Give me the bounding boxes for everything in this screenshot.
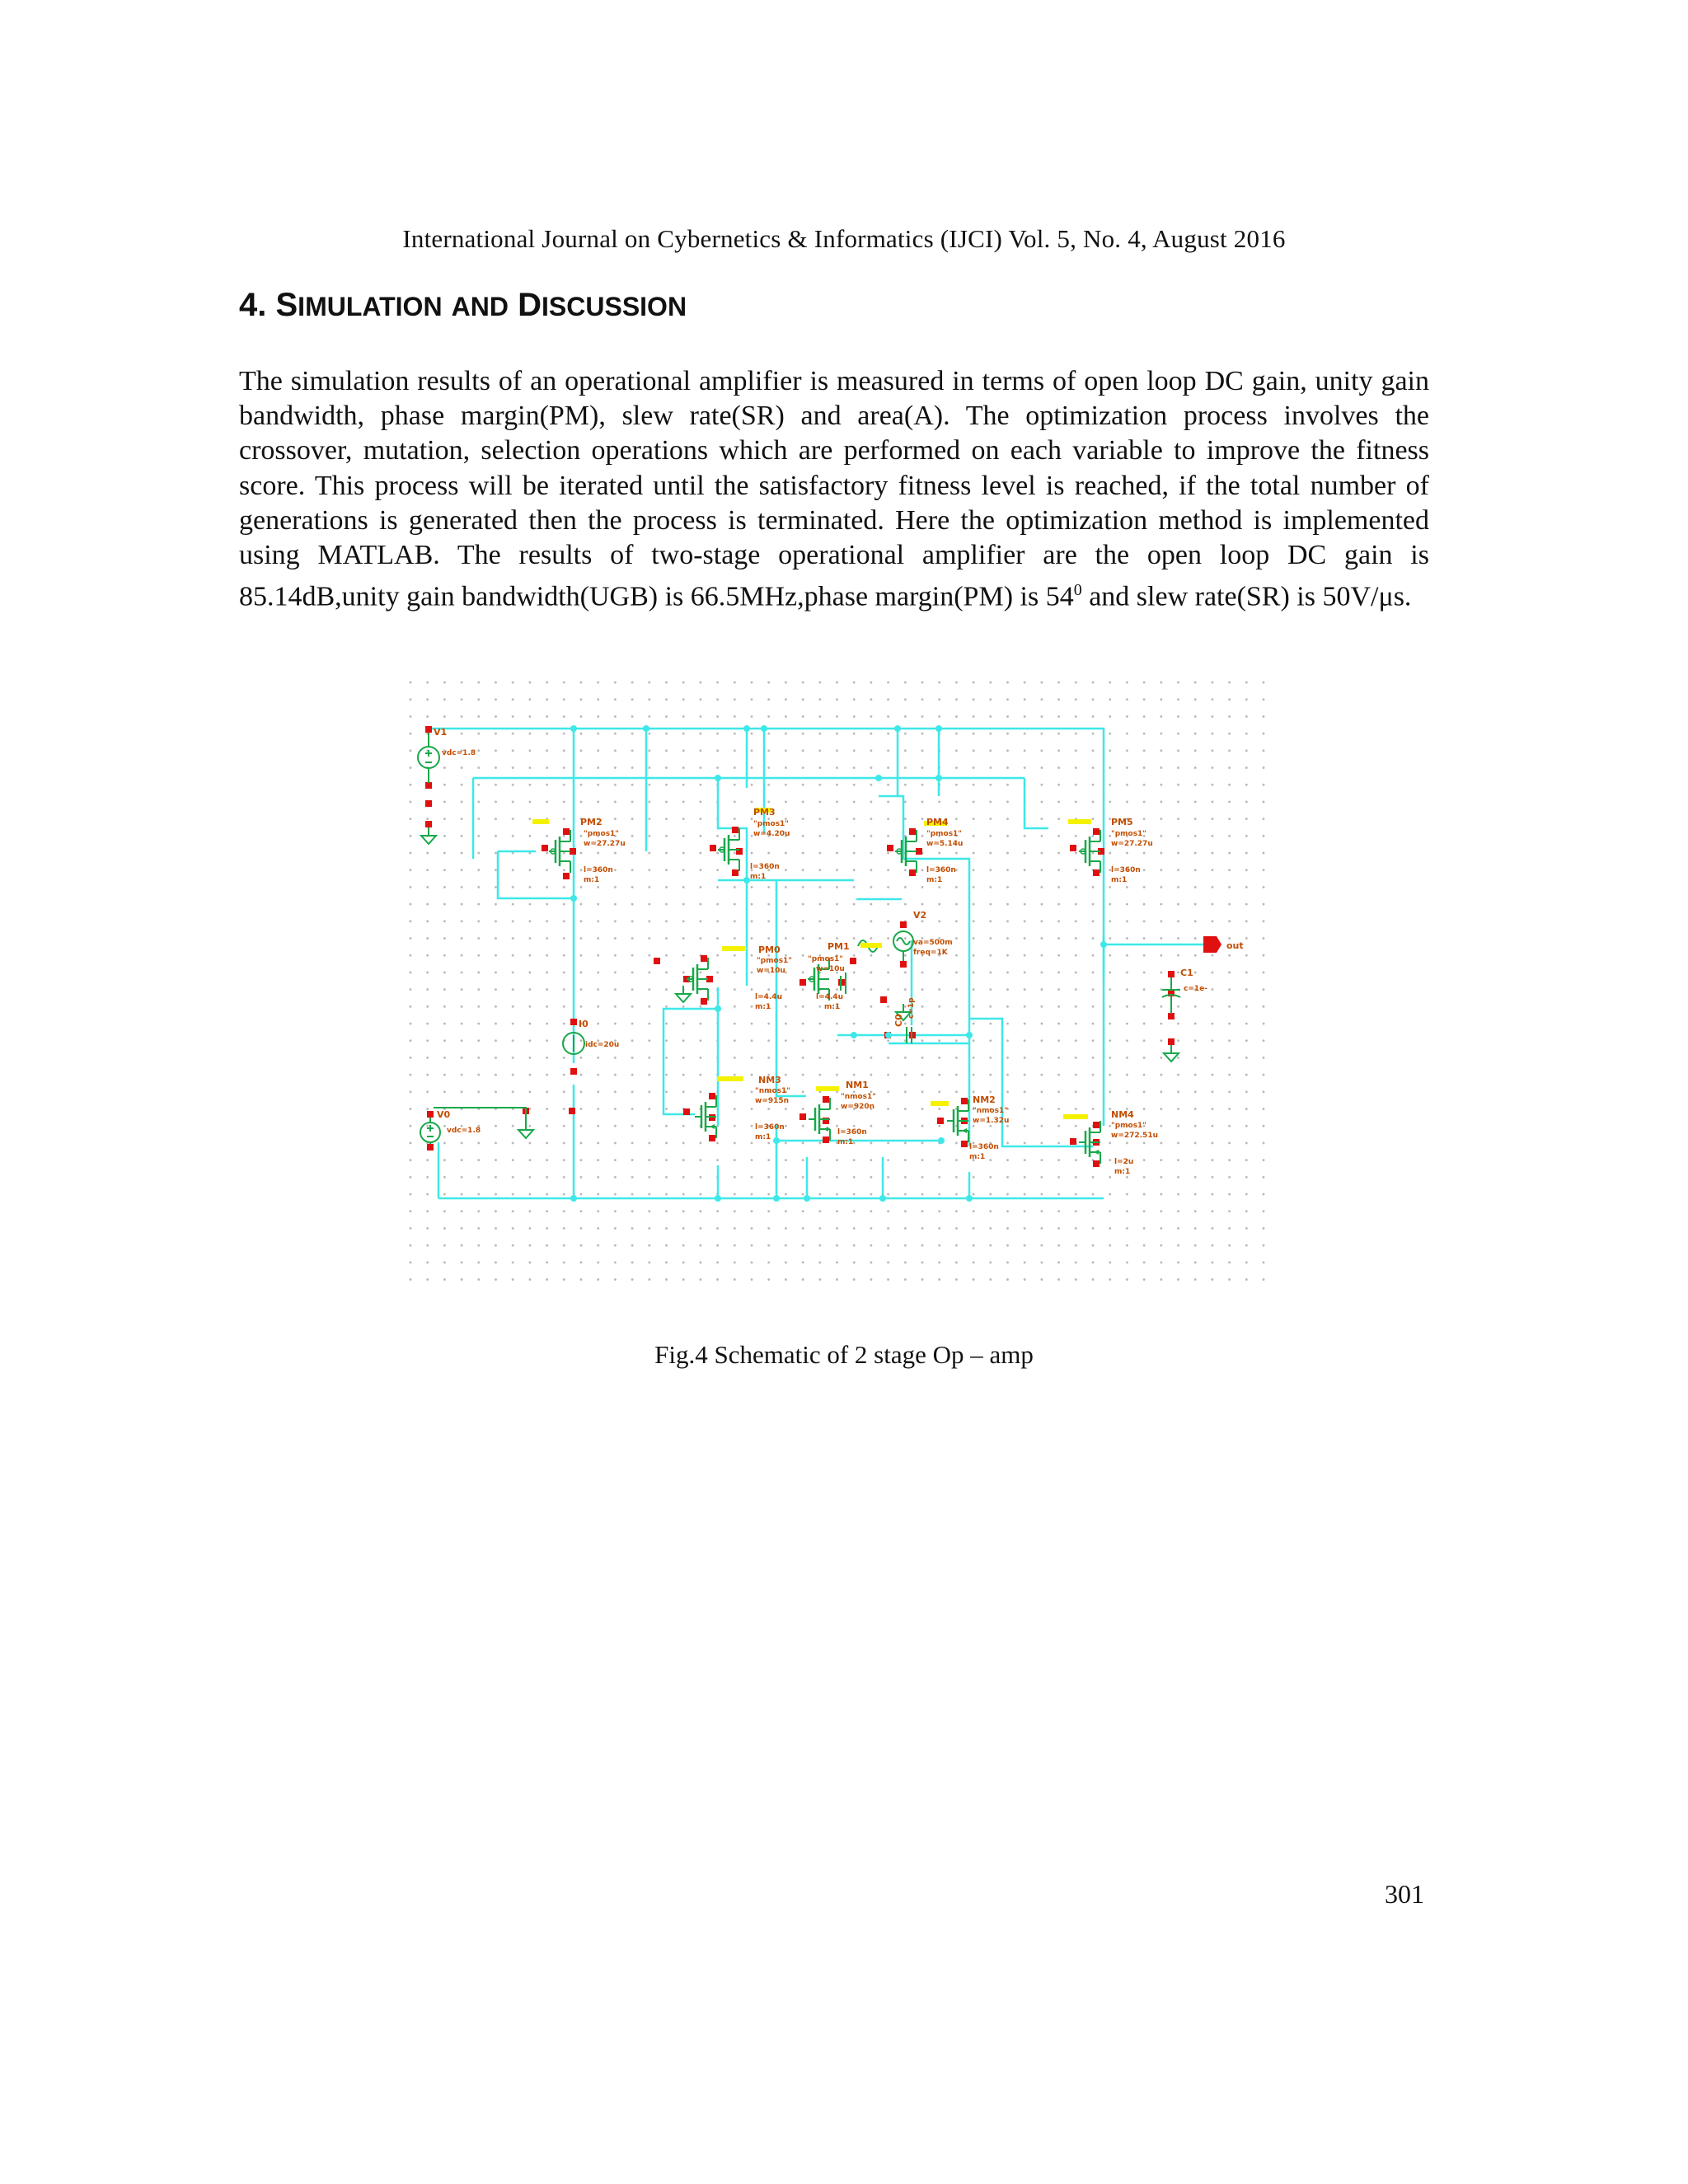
nm3-length: l=360n — [755, 1123, 785, 1132]
journal-header: International Journal on Cybernetics & Informatics (IJCI) Vol. 5, No. 4, August 2016 — [402, 224, 1286, 253]
pm1-label: PM1 — [828, 941, 850, 952]
v1-label: V1 — [434, 727, 448, 738]
pm5-model: "pmos1" — [1111, 830, 1147, 838]
pm3-width: w=4.20u — [753, 830, 790, 838]
section-title-word-3: DISCUSSION — [518, 287, 687, 323]
pm3-multiplier: m:1 — [750, 873, 767, 881]
v2-label: V2 — [913, 910, 927, 921]
nm3-model: "nmos1" — [755, 1087, 790, 1095]
nm3-label: NM3 — [758, 1075, 781, 1085]
pm4-label: PM4 — [926, 817, 949, 827]
pm2-length: l=360n — [584, 866, 613, 874]
out-label: out — [1226, 940, 1244, 951]
pm1-length: l=4.4u — [816, 993, 843, 1001]
schematic-grid — [409, 681, 1266, 1294]
nm2-width: w=1.32u — [973, 1117, 1010, 1125]
nm4-label: NM4 — [1111, 1109, 1134, 1120]
pm5-length: l=360n — [1111, 866, 1141, 874]
section-title-word-1: SIMULATION — [275, 287, 443, 323]
pm4-width: w=5.14u — [926, 840, 964, 848]
pm0-multiplier: m:1 — [755, 1003, 771, 1011]
nm2-model: "nmos1" — [973, 1107, 1008, 1115]
pm3-length: l=360n — [750, 863, 780, 871]
pm3-model: "pmos1" — [753, 820, 790, 828]
v2-amplitude: va=500m — [913, 939, 953, 947]
nm1-width: w=920n — [841, 1103, 875, 1111]
nm4-length: l=2u — [1114, 1158, 1134, 1166]
pm4-length: l=360n — [926, 866, 956, 874]
pm4-multiplier: m:1 — [926, 876, 943, 884]
pm1-width: w=10u — [816, 965, 845, 973]
nm3-multiplier: m:1 — [755, 1133, 771, 1141]
nm2-length: l=360n — [969, 1143, 999, 1151]
c1-label: C1 — [1180, 968, 1193, 978]
pm5-width: w=27.27u — [1111, 840, 1153, 848]
section-number: 4. — [239, 287, 267, 323]
pm0-label: PM0 — [758, 944, 781, 955]
pm3-label: PM3 — [753, 807, 776, 818]
c0-value: c=1p — [907, 997, 916, 1019]
c1-value: c=1e- — [1184, 985, 1207, 993]
figure-caption: Fig.4 Schematic of 2 stage Op – amp — [654, 1340, 1034, 1369]
v1-value: vdc=1.8 — [442, 749, 476, 757]
nm4-width: w=272.51u — [1111, 1132, 1158, 1140]
pm2-width: w=27.27u — [584, 840, 626, 848]
pm5-multiplier: m:1 — [1111, 876, 1128, 884]
degree-superscript: 0 — [1073, 581, 1082, 600]
v0-label: V0 — [437, 1109, 451, 1120]
nm1-length: l=360n — [837, 1128, 867, 1137]
nm1-model: "nmos1" — [841, 1093, 876, 1101]
pm1-multiplier: m:1 — [824, 1003, 841, 1011]
i0-label: I0 — [579, 1019, 588, 1029]
pm5-label: PM5 — [1111, 817, 1133, 827]
nm1-multiplier: m:1 — [837, 1138, 854, 1146]
pm2-label: PM2 — [580, 817, 603, 827]
nm4-model: "pmos1" — [1111, 1122, 1147, 1130]
c0-label: C0 — [893, 1014, 904, 1027]
nm2-multiplier: m:1 — [969, 1153, 986, 1161]
schematic-figure — [409, 681, 1266, 1294]
section-title-word-2: AND — [451, 292, 509, 321]
nm1-label: NM1 — [846, 1080, 869, 1090]
body-paragraph — [239, 364, 1429, 615]
pm2-multiplier: m:1 — [584, 876, 600, 884]
paragraph-text: The simulation results of an operational amplifier is measured in terms of open loop DC gain, unity gain bandwidth, phase margin(PM), slew rate(SR) and area(A). The optimization process involves the crossover, mutation, selection operations which are performed on each variable to improve the fitness score. This process will be iterated until the satisfactory fitness level is reached, if the total number of generations is generated then the process is terminated. Here the optimization method is implemented using MATLAB. The results of two-stage operational amplifier are the open loop DC gain is 85.14dB,unity gain bandwidth(UGB) is 66.5MHz,phase margin(PM) is 54 — [239, 366, 1429, 612]
pm0-length: l=4.4u — [755, 993, 782, 1001]
pm4-model: "pmos1" — [926, 830, 963, 838]
pm0-width: w=10u — [757, 967, 785, 975]
v0-value: vdc=1.8 — [447, 1127, 481, 1135]
paragraph-text-end: and slew rate(SR) is 50V/μs. — [1081, 581, 1412, 612]
nm2-label: NM2 — [973, 1094, 996, 1105]
pm1-model: "pmos1" — [808, 955, 844, 963]
schematic-diagram — [409, 681, 1266, 1294]
page-number: 301 — [1385, 1879, 1424, 1909]
pm2-model: "pmos1" — [584, 830, 620, 838]
i0-value: idc=20u — [585, 1041, 620, 1049]
nm3-width: w=915n — [755, 1097, 790, 1105]
section-heading — [239, 287, 687, 324]
v2-frequency: freq=1K — [913, 949, 948, 957]
nm4-multiplier: m:1 — [1114, 1168, 1131, 1176]
pm0-model: "pmos1" — [757, 957, 793, 965]
